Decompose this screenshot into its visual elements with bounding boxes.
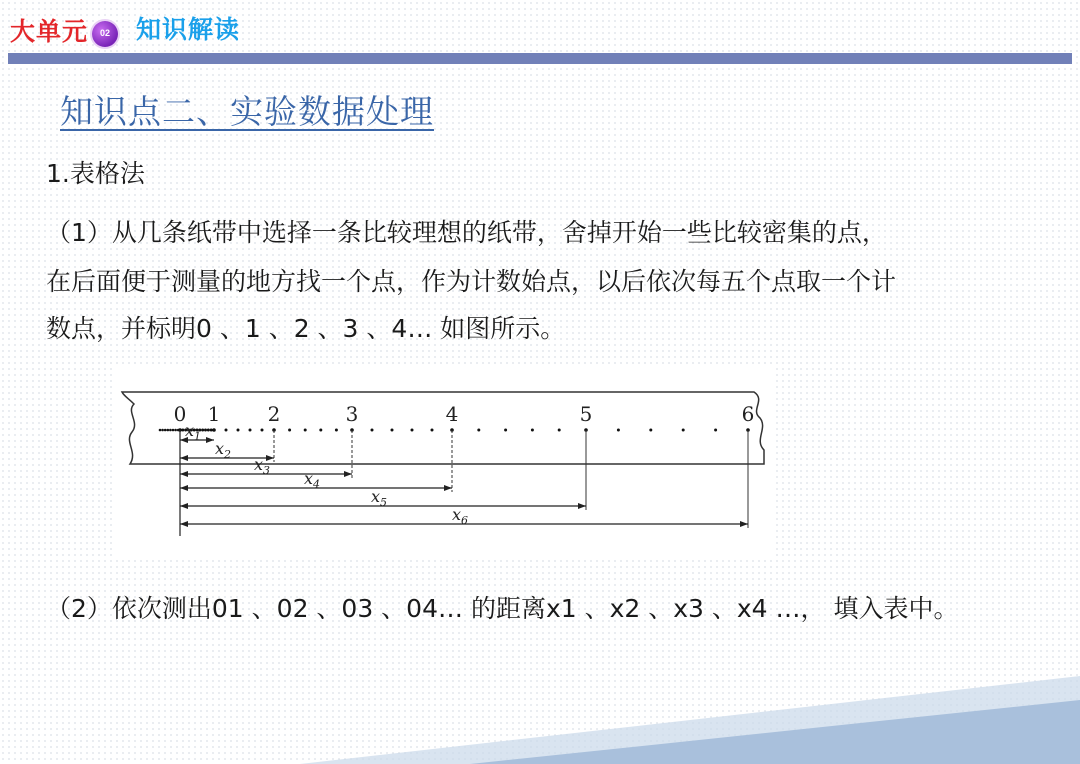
tape-dot <box>371 429 374 432</box>
step1-line2: 在后面便于测量的地方找一个点，作为计数始点，以后依次每五个点取一个计 <box>46 267 897 296</box>
tape-dot <box>201 429 204 432</box>
count-label-1: 1 <box>207 402 221 426</box>
distance-label-x1: $x_1$ <box>184 421 202 443</box>
tape-dot <box>261 429 264 432</box>
tape-dot <box>161 429 164 432</box>
tape-dot <box>431 429 434 432</box>
section-title: 知识解读 <box>136 15 241 44</box>
arrow-head-left <box>180 503 188 509</box>
tape-dot <box>617 429 620 432</box>
count-label-0: 0 <box>173 402 187 426</box>
arrow-head-right <box>740 521 748 527</box>
arrow-head-left <box>180 521 188 527</box>
tape-dot <box>649 429 652 432</box>
arrow-head-left <box>180 455 188 461</box>
tape-dot <box>477 429 480 432</box>
tape-dot <box>558 429 561 432</box>
tape-dot <box>391 429 394 432</box>
tape-dot <box>682 429 685 432</box>
method-heading: 1.表格法 <box>46 159 145 188</box>
count-label-4: 4 <box>445 402 459 426</box>
count-label-3: 3 <box>345 402 359 426</box>
step1-line3: 数点，并标明0 、1 、2 、3 、4… 如图所示。 <box>46 314 566 343</box>
tape-dot <box>304 429 307 432</box>
tape-dot <box>411 429 414 432</box>
tape-dot <box>319 429 322 432</box>
arrow-head-right <box>206 437 214 443</box>
distance-label-x4: $x_4$ <box>303 469 321 491</box>
badge-number: 02 <box>99 28 110 38</box>
step1-line1: （1）从几条纸带中选择一条比较理想的纸带，舍掉开始一些比较密集的点， <box>46 218 887 247</box>
arrow-head-right <box>578 503 586 509</box>
count-label-6: 6 <box>741 402 755 426</box>
tape-dot <box>159 429 162 432</box>
tape-dot <box>504 429 507 432</box>
tape-dot <box>169 429 172 432</box>
tape-dot <box>167 429 170 432</box>
paper-tape-figure <box>114 366 776 556</box>
badge-icon <box>92 21 118 47</box>
distance-arrows <box>180 421 748 536</box>
distance-label-x5: $x_5$ <box>370 487 388 509</box>
tape-dot <box>204 429 207 432</box>
tape-dot <box>164 429 167 432</box>
tape-dot <box>172 429 175 432</box>
count-label-2: 2 <box>267 402 281 426</box>
paper-tape-diagram <box>114 366 776 556</box>
tape-dot <box>207 429 210 432</box>
distance-label-x2: $x_2$ <box>214 439 232 461</box>
tape-dot <box>237 429 240 432</box>
arrow-head-left <box>180 471 188 477</box>
arrow-head-right <box>266 455 274 461</box>
tape-dots <box>159 428 750 432</box>
brand-title: 大单元 <box>10 17 89 46</box>
tape-dot <box>288 429 291 432</box>
tape-dot <box>174 429 177 432</box>
count-label-5: 5 <box>579 402 593 426</box>
distance-label-x6: $x_6$ <box>451 505 469 527</box>
count-point-labels <box>174 402 755 426</box>
tape-dot <box>531 429 534 432</box>
header <box>0 0 1080 52</box>
arrow-head-right <box>444 485 452 491</box>
header-divider-bar <box>8 53 1072 64</box>
page-title: 知识点二、实验数据处理 <box>60 92 434 131</box>
tape-dot <box>335 429 338 432</box>
tape-dot <box>249 429 252 432</box>
tape-dot <box>714 429 717 432</box>
tape-dot <box>225 429 228 432</box>
arrow-head-right <box>344 471 352 477</box>
arrow-head-left <box>180 485 188 491</box>
distance-label-x3: $x_3$ <box>253 455 271 477</box>
step2-text: （2）依次测出01 、02 、03 、04… 的距离x1 、x2 、x3 、x4 …， 填入表中。 <box>46 594 959 623</box>
count-point-dot <box>212 428 216 432</box>
